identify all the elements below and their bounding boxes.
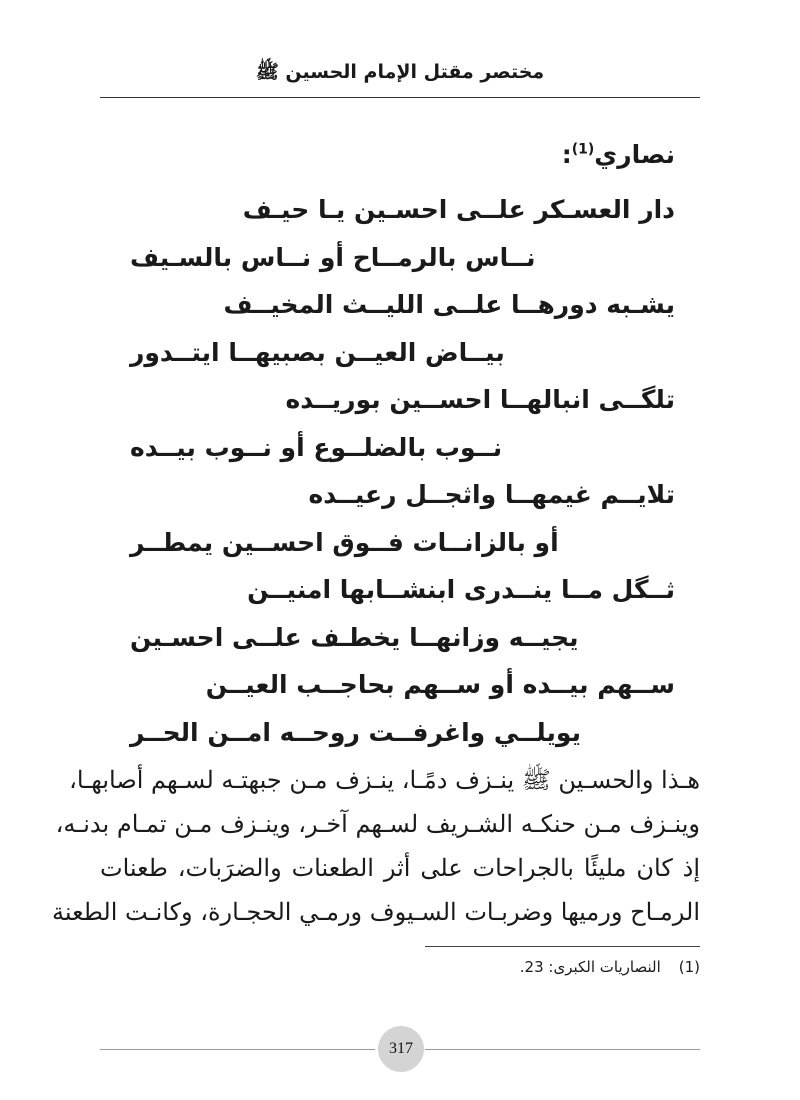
- running-header-title: مختصر مقتل الإمام الحسين ﷺ: [255, 61, 545, 83]
- page-number-badge: 317: [378, 1026, 424, 1072]
- prose-line: الرمـاح ورميها وضربـات السـيوف ورمـي الحجـارة، وكانـت الطعنة: [52, 898, 700, 926]
- footnote-divider: [425, 946, 700, 947]
- poem-line: يشـبه دورهــا علــى الليــث المخيــف: [223, 290, 675, 319]
- poem-intro: [562, 140, 675, 169]
- footnote-reference[interactable]: (1): [571, 141, 595, 158]
- poem-line: دار العسـكر علــى احسـين يـا حيـف: [242, 195, 675, 224]
- poem-intro-colon: :: [561, 140, 572, 169]
- poem-line: نــوب بالضلــوع أو نــوب بيــده: [130, 433, 503, 462]
- poem-line: تلايــم غيمهــا واثجــل رعيــده: [308, 480, 675, 509]
- prose-line: وينـزف مـن حنكـه الشـريف لسـهم آخـر، وينـزف مـن تمـام بدنـه،: [55, 810, 700, 838]
- poem-line: ثــگل مــا ينــدرى ابنشــابها امنيــن: [247, 575, 675, 604]
- poem-line: بيــاض العيــن بصبيهــا ايتــدور: [130, 338, 505, 367]
- poem-line: يجيــه وزانهــا يخطـف علــى احسـين: [130, 623, 579, 652]
- footnote: [520, 958, 700, 976]
- poem-line: أو بالزانــات فــوق احســين يمطــر: [130, 528, 559, 557]
- header-divider: [100, 97, 700, 98]
- footer-rule-right: [425, 1049, 700, 1050]
- poem-line: نــاس بالرمــاح أو نــاس بالسـيف: [130, 243, 536, 272]
- footnote-text: النصاريات الكبرى: 23.: [519, 958, 661, 976]
- poem-line: يويلــي واغرفــت روحــه امــن الحــر: [130, 718, 581, 747]
- poem-line: تلگــى انبالهــا احســين بوريــده: [285, 385, 675, 414]
- footer-rule-left: [100, 1049, 375, 1050]
- footnote-number: (1): [678, 958, 700, 976]
- poem-line: ســهم بيــده أو ســهم بحاجــب العيــن: [205, 670, 675, 699]
- prose-paragraph: [52, 758, 700, 934]
- prose-line: هـذا والحسـين ﷺ ينـزف دمًـا، ينـزف مـن جبهتـه لسـهم أصابهـا،: [69, 766, 700, 794]
- poem-intro-text: نصاري: [594, 140, 675, 169]
- prose-line: إذ كان مليئًا بالجراحات على أثر الطعنات والضرَبات، طعنات: [100, 854, 700, 882]
